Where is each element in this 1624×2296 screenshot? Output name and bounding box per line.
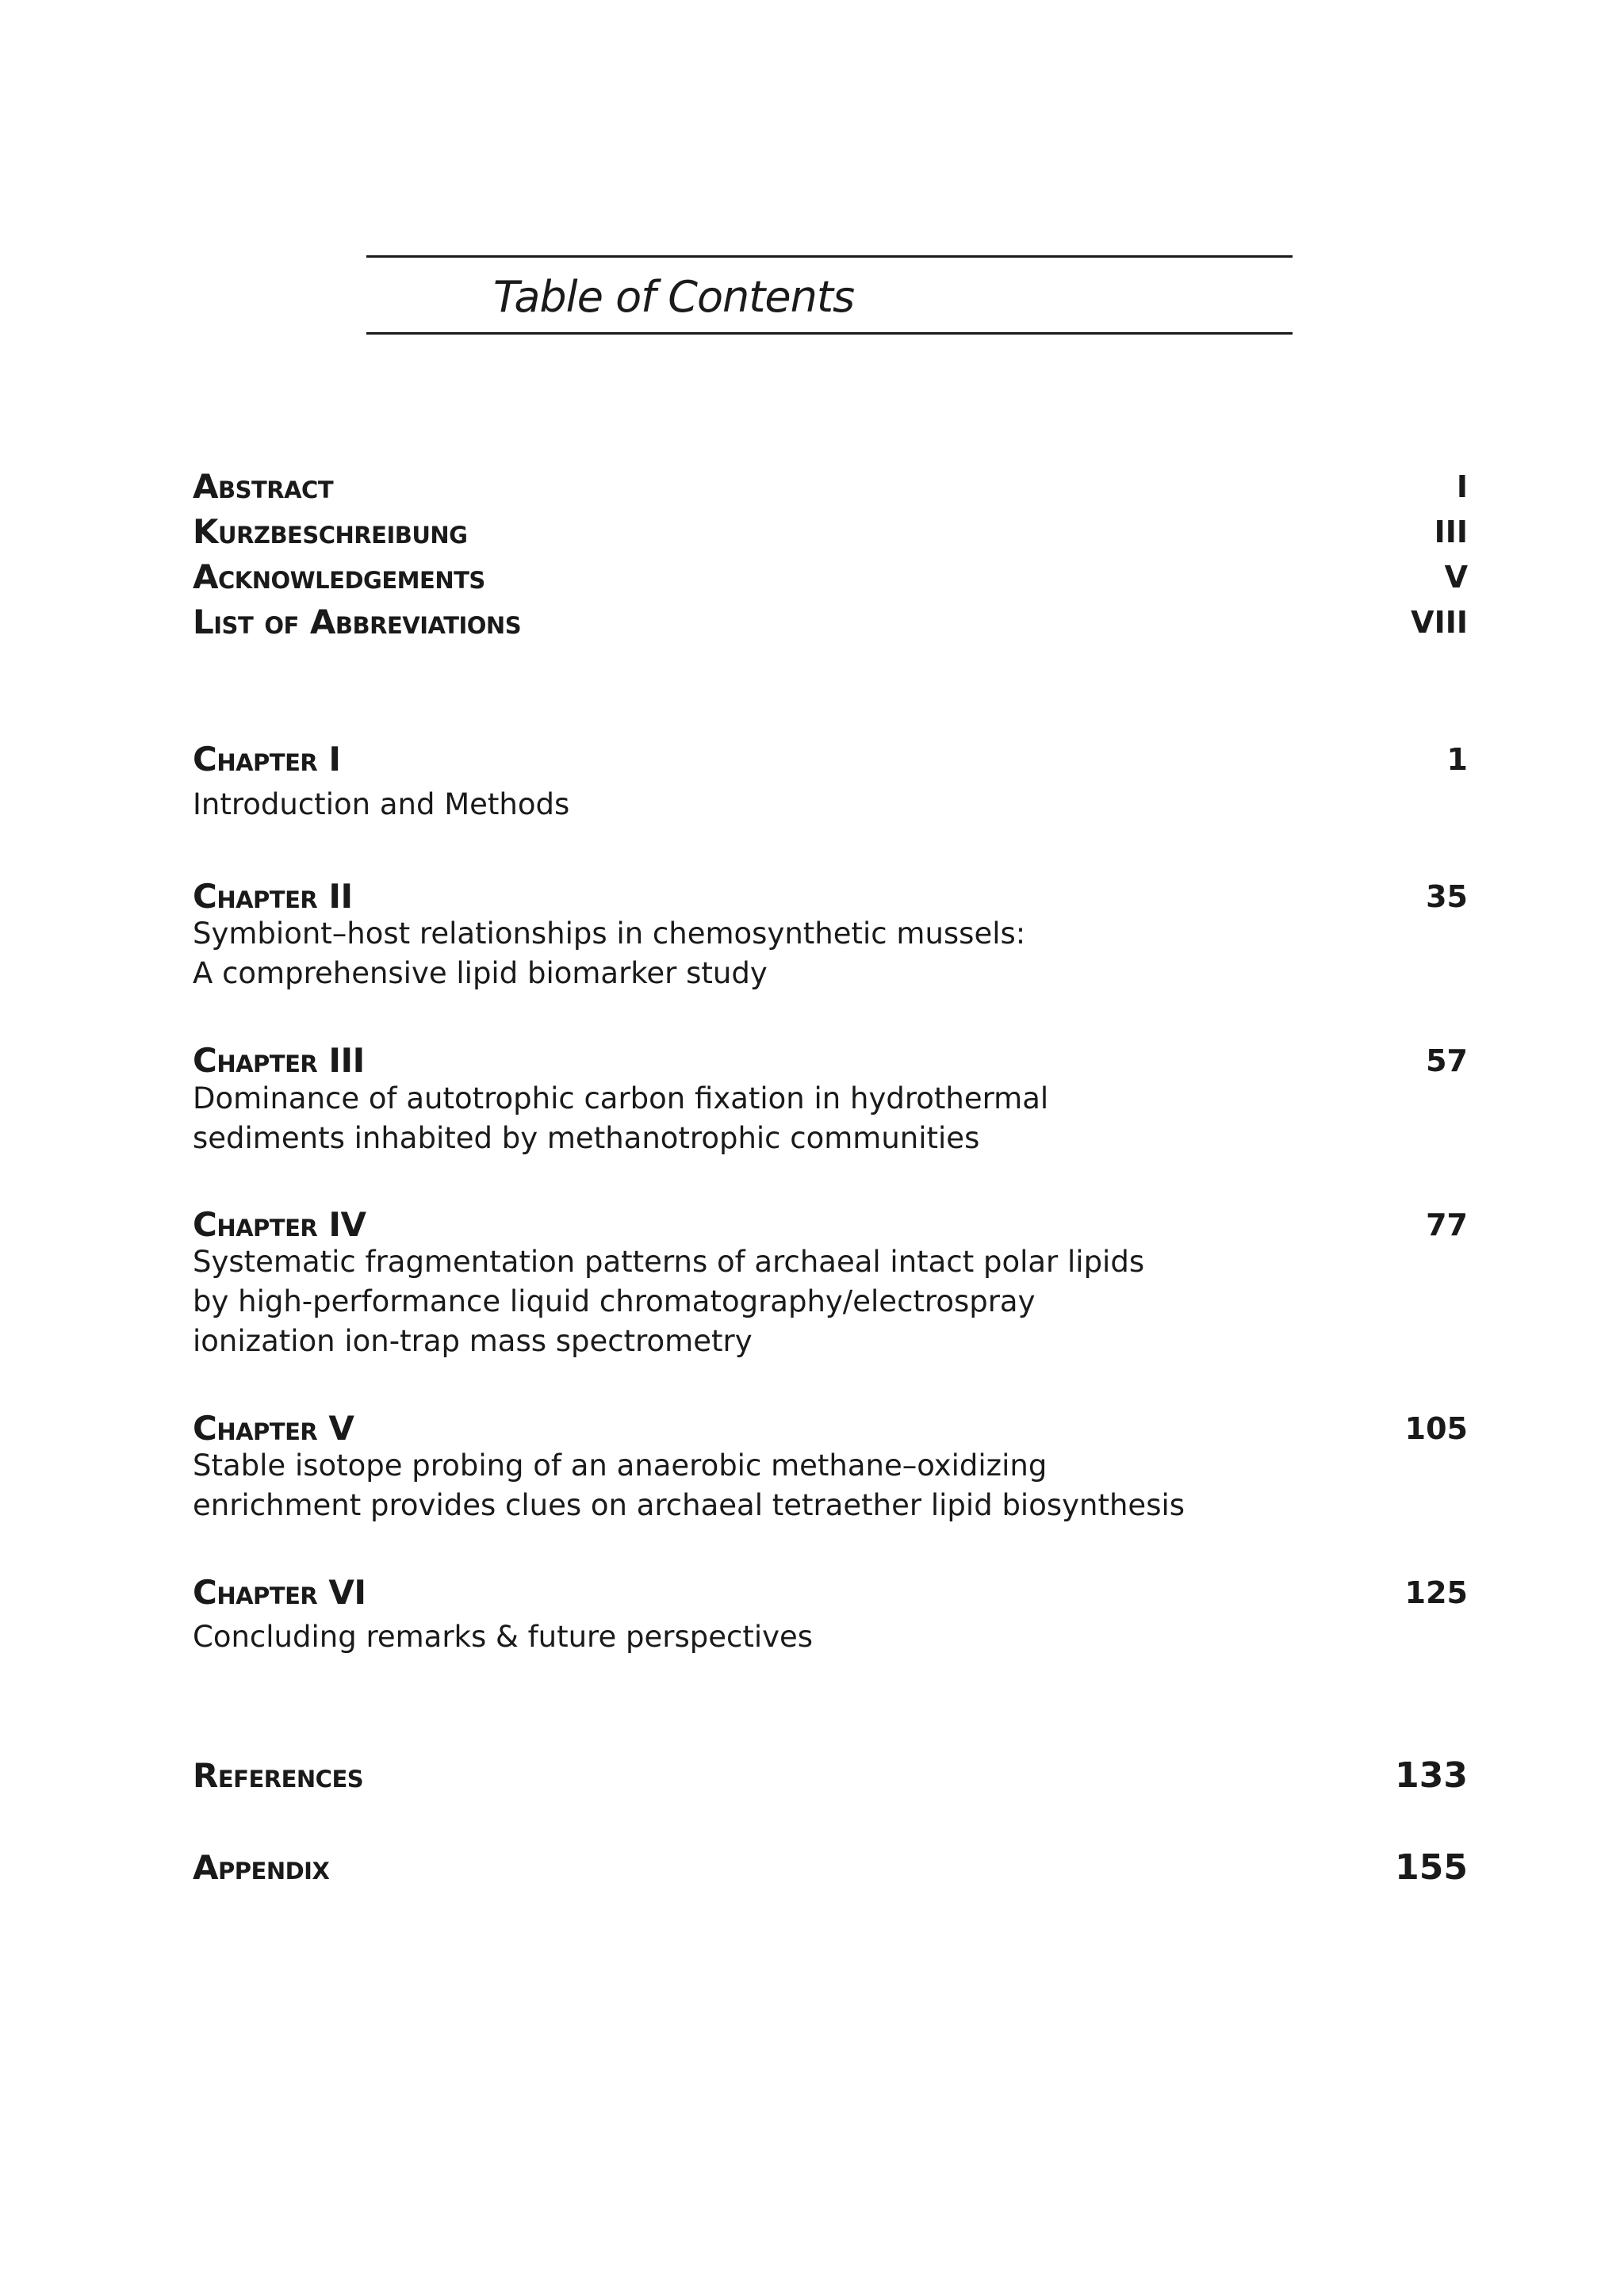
chapter-heading: Chapter III [193, 1041, 365, 1080]
toc-entry-chapter-3[interactable] [193, 1039, 1468, 1083]
description-line: Dominance of autotrophic carbon fixation in hydrothermal [193, 1081, 1049, 1115]
toc-entry-abstract[interactable] [193, 465, 1468, 509]
entry-heading: List of Abbreviations [193, 603, 522, 641]
chapter-heading: Chapter V [193, 1409, 354, 1448]
chapter-page-number: 57 [1426, 1043, 1468, 1078]
toc-entry-acknowledgements[interactable] [193, 555, 1468, 599]
toc-entry-chapter-5[interactable] [193, 1406, 1468, 1451]
entry-heading: Abstract [193, 467, 334, 506]
page-title: Table of Contents [493, 272, 855, 322]
description-line: enrichment provides clues on archaeal tetraether lipid biosynthesis [193, 1488, 1185, 1522]
entry-page-number: III [1434, 515, 1468, 549]
entry-heading: Appendix [193, 1848, 330, 1887]
chapter-page-number: 125 [1404, 1575, 1468, 1610]
toc-entry-references[interactable] [193, 1754, 1468, 1798]
chapter-4-description [193, 1242, 1144, 1361]
description-line: by high-performance liquid chromatography/electrospray [193, 1284, 1036, 1318]
description-line: A comprehensive lipid biomarker study [193, 956, 768, 990]
description-line: Concluding remarks & future perspectives [193, 1620, 814, 1654]
entry-heading: Acknowledgements [193, 557, 485, 596]
description-line: Symbiont–host relationships in chemosynthetic mussels: [193, 916, 1026, 951]
chapter-page-number: 1 [1446, 742, 1468, 777]
description-line: Systematic fragmentation patterns of archaeal intact polar lipids [193, 1245, 1145, 1279]
chapter-6-description [193, 1617, 813, 1657]
entry-page-number: VIII [1411, 605, 1468, 640]
toc-entry-chapter-2[interactable] [193, 874, 1468, 919]
chapter-heading: Chapter I [193, 740, 341, 779]
title-rule-top [366, 255, 1293, 258]
toc-entry-chapter-1[interactable] [193, 737, 1468, 782]
entry-page-number: V [1444, 560, 1468, 595]
description-line: ionization ion-trap mass spectrometry [193, 1324, 753, 1358]
chapter-page-number: 105 [1404, 1411, 1468, 1446]
entry-heading: References [193, 1756, 364, 1795]
chapter-1-description [193, 785, 569, 825]
entry-page-number: 133 [1395, 1755, 1468, 1796]
entry-page-number: I [1456, 469, 1468, 504]
toc-entry-appendix[interactable] [193, 1846, 1468, 1890]
title-rule-bottom [366, 332, 1293, 335]
chapter-3-description [193, 1079, 1048, 1158]
chapter-page-number: 77 [1426, 1207, 1468, 1242]
entry-heading: Kurzbeschreibung [193, 512, 468, 551]
chapter-heading: Chapter IV [193, 1205, 366, 1244]
description-line: sediments inhabited by methanotrophic communities [193, 1121, 980, 1155]
toc-entry-chapter-6[interactable] [193, 1571, 1468, 1615]
description-line: Introduction and Methods [193, 787, 570, 821]
chapter-5-description [193, 1446, 1185, 1525]
chapter-heading: Chapter VI [193, 1573, 366, 1612]
toc-entry-chapter-4[interactable] [193, 1203, 1468, 1247]
entry-page-number: 155 [1395, 1847, 1468, 1888]
chapter-page-number: 35 [1426, 879, 1468, 914]
chapter-heading: Chapter II [193, 877, 353, 916]
description-line: Stable isotope probing of an anaerobic methane–oxidizing [193, 1448, 1048, 1483]
toc-entry-abbreviations[interactable] [193, 600, 1468, 645]
toc-entry-kurzbeschreibung[interactable] [193, 510, 1468, 554]
chapter-2-description [193, 914, 1025, 993]
